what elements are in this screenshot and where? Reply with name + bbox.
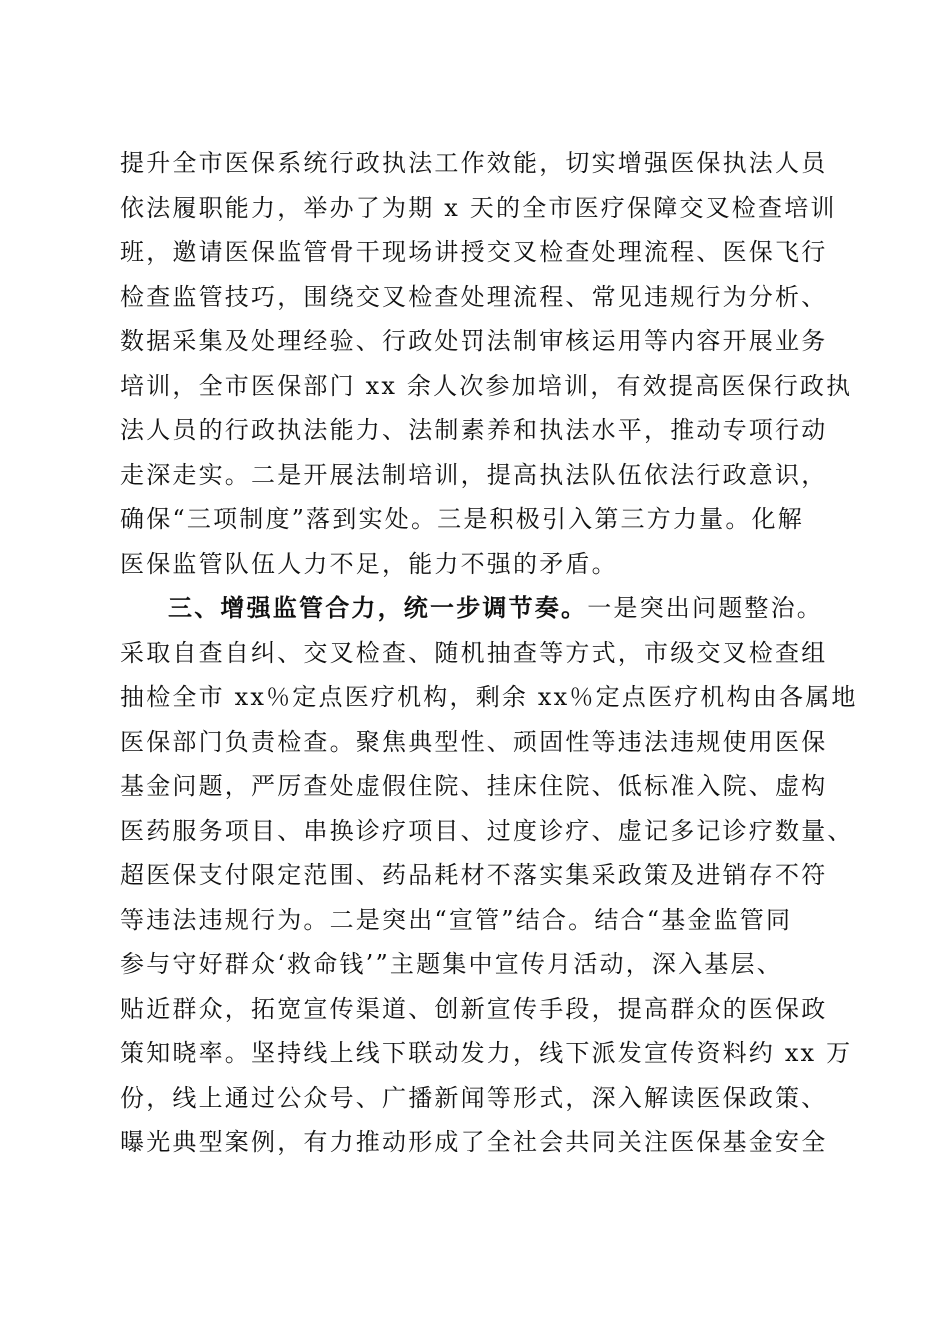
text-line: 班，邀请医保监管骨干现场讲授交叉检查处理流程、医保飞行 [120, 238, 828, 266]
text-run: 一是突出问题整治。 [587, 594, 824, 622]
paragraph-2 [120, 586, 858, 1165]
text-line: 参与守好群众‘救命钱’”主题集中宣传月活动，深入基层、 [120, 950, 783, 978]
text-line: 策知晓率。坚持线上线下联动发力，线下派发宣传资料约 xx 万 [120, 1039, 853, 1067]
text-line: 依法履职能力，举办了为期 x 天的全市医疗保障交叉检查培训 [120, 193, 837, 222]
body-text [120, 141, 858, 1165]
text-line: 走深走实。二是开展法制培训，提高执法队伍依法行政意识， [120, 460, 828, 489]
text-line: 等违法违规行为。二是突出“宣管”结合。结合“基金监管同 [120, 905, 793, 934]
text-line: 贴近群众，拓宽宣传渠道、创新宣传手段，提高群众的医保政 [120, 994, 828, 1023]
text-line: 检查监管技巧，围绕交叉检查处理流程、常见违规行为分析、 [120, 282, 828, 311]
text-line: 法人员的行政执法能力、法制素养和执法水平，推动专项行动 [120, 416, 828, 444]
text-line: 抽检全市 xx％定点医疗机构，剩余 xx％定点医疗机构由各属地 [120, 683, 858, 711]
text-line: 数据采集及处理经验、行政处罚法制审核运用等内容开展业务 [120, 327, 828, 355]
text-line: 采取自查自纠、交叉检查、随机抽查等方式，市级交叉检查组 [120, 638, 828, 667]
paragraph-2-first-line [120, 586, 840, 631]
text-line: 份，线上通过公众号、广播新闻等形式，深入解读医保政策、 [120, 1083, 828, 1112]
text-line: 曝光典型案例，有力推动形成了全社会共同关注医保基金安全 [120, 1128, 828, 1156]
text-line: 超医保支付限定范围、药品耗材不落实集采政策及进销存不符 [120, 861, 828, 889]
text-line: 医保监管队伍人力不足，能力不强的矛盾。 [120, 549, 618, 578]
section-heading: 三、增强监管合力，统一步调节奏。 [168, 593, 588, 622]
text-line: 确保“三项制度”落到实处。三是积极引入第三方力量。化解 [120, 505, 804, 533]
text-line: 提升全市医保系统行政执法工作效能，切实增强医保执法人员 [120, 149, 828, 177]
text-line: 基金问题，严厉查处虚假住院、挂床住院、低标准入院、虚构 [120, 772, 828, 800]
paragraph-1 [120, 141, 853, 586]
text-line: 医药服务项目、串换诊疗项目、过度诊疗、虚记多记诊疗数量、 [120, 816, 854, 845]
text-line: 医保部门负责检查。聚焦典型性、顽固性等违法违规使用医保 [120, 727, 828, 756]
text-line: 培训，全市医保部门 xx 余人次参加培训，有效提高医保行政执 [120, 371, 853, 400]
